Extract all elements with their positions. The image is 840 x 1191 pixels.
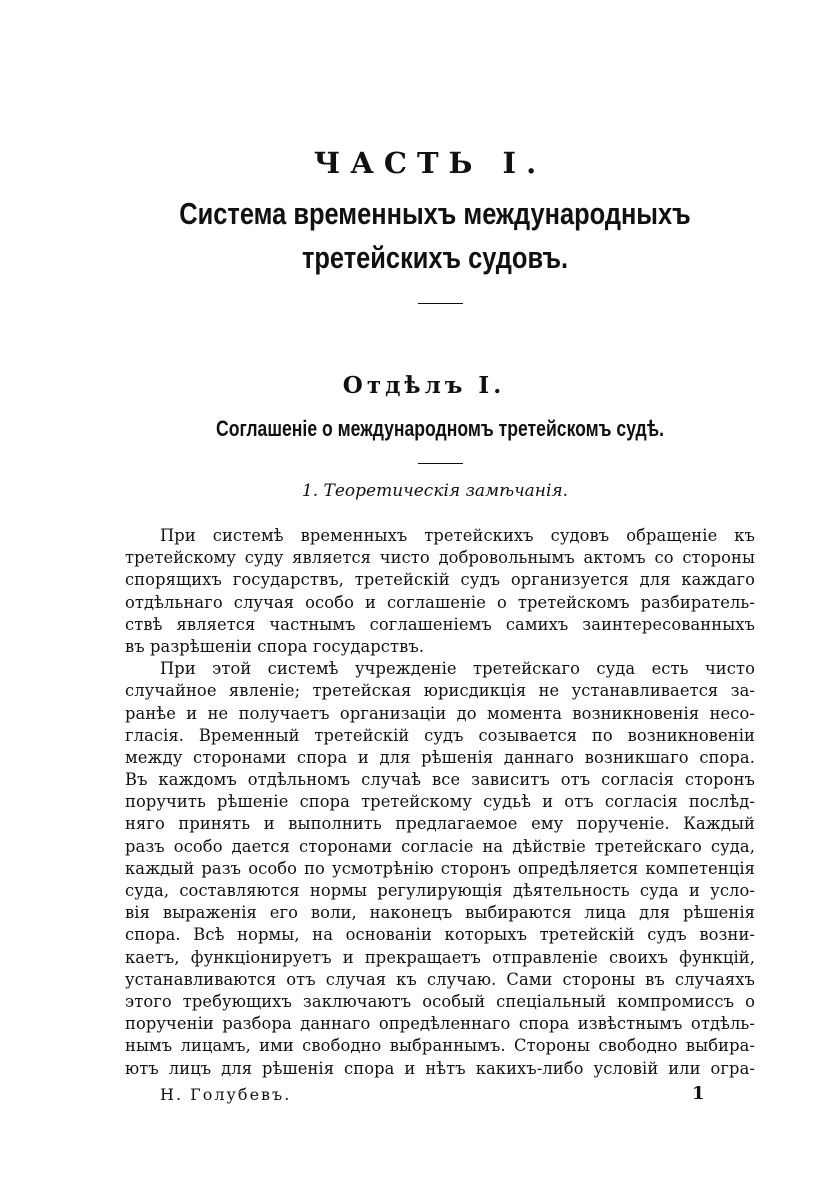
text-line: суда, составляются нормы регулирующія дѣятельность суда и усло- <box>125 881 755 900</box>
text-line: въ разрѣшеніи спора государствъ. <box>125 636 425 656</box>
text-line: этого требующихъ заключаютъ особый спеціальный компромиссъ о <box>125 991 755 1011</box>
text-line: спора. Всѣ нормы, на основаніи которыхъ третейскій судъ возни- <box>125 925 755 945</box>
text-line: При этой системѣ учрежденіе третейскаго суда есть чисто <box>160 659 755 679</box>
text-line: гласія. Временный третейскій судъ созывается по возникновеніи <box>125 725 755 745</box>
text-line: нымъ лицамъ, ими свободно выбраннымъ. Стороны свободно выбира- <box>125 1036 755 1056</box>
text-line: между сторонами спора и для рѣшенія даннаго возникшаго спора. <box>125 747 755 767</box>
text-line: спорящихъ государствъ, третейскій судъ организуется для каждаго <box>125 570 755 590</box>
divider-rule <box>418 303 463 304</box>
section-title: Соглашеніе о международномъ третейскомъ судѣ. <box>216 416 664 441</box>
part-title: Система временныхъ международныхъ третейскихъ судовъ. <box>179 196 691 275</box>
text-line: вія выраженія его воли, наконецъ выбираются лица для рѣшенія <box>125 903 755 923</box>
text-line: Въ каждомъ отдѣльномъ случаѣ все зависитъ отъ согласія сторонъ <box>125 770 755 790</box>
text-line: При системѣ временныхъ третейскихъ судовъ обращеніе къ <box>160 526 755 545</box>
text-line: устанавливаются отъ случая къ случаю. Сами стороны въ случаяхъ <box>125 969 755 989</box>
text-line: ранѣе и не получаетъ организаціи до момента возникновенія несо- <box>125 703 755 723</box>
footer-author: Н. Голубевъ. <box>160 1085 292 1104</box>
text-line: ютъ лицъ для рѣшенія спора и нѣтъ какихъ-либо условій или огра- <box>125 1058 755 1078</box>
divider-rule <box>418 463 463 464</box>
text-line: няго принять и выполнить предлагаемое ему порученіе. Каждый <box>125 814 755 834</box>
text-line: поручить рѣшеніе спора третейскому судьѣ и отъ согласія послѣд- <box>125 792 755 812</box>
text-line: отдѣльнаго случая особо и соглашеніе о третейскомъ разбиратель- <box>125 592 755 612</box>
text-line: каждый разъ особо по усмотрѣнію сторонъ опредѣляется компетенція <box>125 858 755 878</box>
text-line: порученіи разбора даннаго опредѣленнаго спора извѣстнымъ отдѣль- <box>125 1014 755 1034</box>
page-number: 1 <box>692 1083 705 1104</box>
text-line: каетъ, функціонируетъ и прекращаетъ отправленіе своихъ функцій, <box>125 947 755 967</box>
section-heading: Отдѣлъ I. <box>342 372 506 399</box>
text-line: третейскому суду является чисто добровольнымъ актомъ со стороны <box>125 548 755 568</box>
part-heading: ЧАСТЬ I. <box>313 146 547 180</box>
body-text <box>125 525 755 1080</box>
subsection-title: 1. Теоретическія замѣчанія. <box>301 481 569 501</box>
text-line: ствѣ является частнымъ соглашеніемъ самихъ заинтересованныхъ <box>125 614 755 634</box>
text-line: разъ особо дается сторонами согласіе на дѣйствіе третейскаго суда, <box>125 836 755 856</box>
text-line: случайное явленіе; третейская юрисдикція не устанавливается за- <box>125 681 755 701</box>
